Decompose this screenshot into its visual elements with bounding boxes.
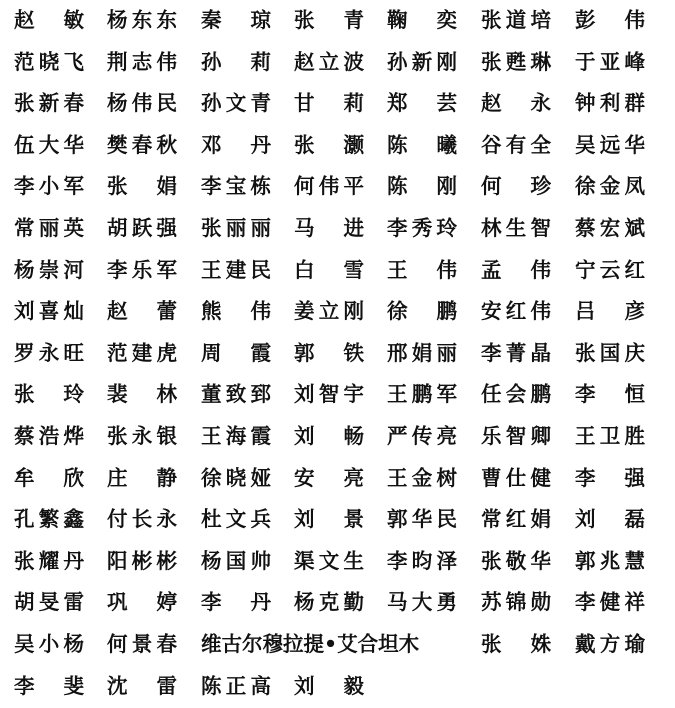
name-row bbox=[0, 86, 675, 120]
name-entry: 胡跃强 bbox=[107, 216, 177, 240]
name-row bbox=[0, 419, 675, 453]
name-entry: 刘 毅 bbox=[294, 673, 364, 698]
name-entry: 李秀玲 bbox=[387, 216, 457, 240]
name-entry: 杨伟民 bbox=[107, 91, 177, 116]
name-entry: 李宝栋 bbox=[201, 174, 271, 199]
name-entry: 陈 刚 bbox=[387, 174, 457, 199]
name-entry: 王卫胜 bbox=[575, 424, 645, 448]
name-entry: 李 丹 bbox=[201, 590, 271, 615]
name-entry: 陈正高 bbox=[201, 673, 271, 698]
name-entry: 郭 铁 bbox=[294, 340, 364, 365]
name-row bbox=[0, 211, 675, 245]
name-entry: 杨东东 bbox=[107, 8, 177, 32]
name-entry: 邢娟丽 bbox=[387, 340, 457, 365]
name-entry: 杨崇河 bbox=[14, 257, 84, 282]
name-entry: 常丽英 bbox=[14, 216, 84, 240]
name-entry: 林生智 bbox=[481, 216, 551, 240]
name-entry: 张道培 bbox=[481, 8, 551, 32]
name-entry: 彭 伟 bbox=[575, 8, 645, 32]
name-entry: 张永银 bbox=[107, 424, 177, 448]
name-entry: 刘 畅 bbox=[294, 424, 364, 448]
name-entry: 王 伟 bbox=[387, 257, 457, 282]
name-entry: 张 青 bbox=[294, 8, 364, 32]
name-entry: 谷有全 bbox=[481, 132, 551, 157]
name-entry: 李菁晶 bbox=[481, 340, 551, 365]
name-entry: 阳彬彬 bbox=[107, 548, 177, 573]
name-entry: 李健祥 bbox=[575, 590, 645, 615]
name-row bbox=[0, 585, 675, 619]
name-entry: 张甦琳 bbox=[481, 49, 551, 74]
name-entry: 刘喜灿 bbox=[14, 299, 84, 324]
name-entry: 于亚峰 bbox=[575, 49, 645, 74]
name-entry: 张新春 bbox=[14, 91, 84, 116]
name-entry: 蔡浩烨 bbox=[14, 424, 84, 448]
name-entry: 钟利群 bbox=[575, 91, 645, 116]
name-entry: 白 雪 bbox=[294, 257, 364, 282]
name-entry: 张国庆 bbox=[575, 340, 645, 365]
name-entry: 牟 欣 bbox=[14, 465, 84, 490]
name-entry: 张 灏 bbox=[294, 132, 364, 157]
name-entry: 吕 彦 bbox=[575, 299, 645, 324]
name-entry: 郑 芸 bbox=[387, 91, 457, 116]
name-entry: 任会鹏 bbox=[481, 382, 551, 407]
name-entry: 赵 敏 bbox=[14, 8, 84, 32]
name-entry: 孙新刚 bbox=[387, 49, 457, 74]
name-entry: 严传亮 bbox=[387, 424, 457, 448]
name-entry: 孔繁鑫 bbox=[14, 507, 84, 532]
name-entry: 王建民 bbox=[201, 257, 271, 282]
name-entry: 赵立波 bbox=[294, 49, 364, 74]
name-entry: 刘智宇 bbox=[294, 382, 364, 407]
name-entry: 裴 林 bbox=[107, 382, 177, 407]
name-entry: 常红娟 bbox=[481, 507, 551, 532]
name-entry: 王鹏军 bbox=[387, 382, 457, 407]
name-entry: 何景春 bbox=[107, 632, 177, 656]
name-entry: 马 进 bbox=[294, 216, 364, 240]
name-row bbox=[0, 669, 675, 703]
name-row bbox=[0, 336, 675, 370]
name-row bbox=[0, 461, 675, 495]
name-entry: 杨国帅 bbox=[201, 548, 271, 573]
name-row bbox=[0, 169, 675, 203]
name-entry: 胡旻雷 bbox=[14, 590, 84, 615]
name-entry: 陈 曦 bbox=[387, 132, 457, 157]
name-entry: 秦 琼 bbox=[201, 8, 271, 32]
name-entry: 王海霞 bbox=[201, 424, 271, 448]
name-entry: 范建虎 bbox=[107, 340, 177, 365]
name-row bbox=[0, 253, 675, 287]
name-entry: 何伟平 bbox=[294, 174, 364, 199]
name-entry: 姜立刚 bbox=[294, 299, 364, 324]
name-entry: 刘 磊 bbox=[575, 507, 645, 532]
name-row bbox=[0, 502, 675, 536]
name-entry: 李 恒 bbox=[575, 382, 645, 407]
name-entry: 张 娟 bbox=[107, 174, 177, 199]
name-entry: 樊春秋 bbox=[107, 132, 177, 157]
name-entry: 范晓飞 bbox=[14, 49, 84, 74]
name-entry: 宁云红 bbox=[575, 257, 645, 282]
name-entry: 张 玲 bbox=[14, 382, 84, 407]
name-entry: 苏锦勋 bbox=[481, 590, 551, 615]
name-entry: 张 姝 bbox=[481, 632, 551, 656]
name-entry: 郭兆慧 bbox=[575, 548, 645, 573]
name-entry: 鞠 奕 bbox=[387, 8, 457, 32]
name-entry: 张敬华 bbox=[481, 548, 551, 573]
name-entry: 刘 景 bbox=[294, 507, 364, 532]
name-entry: 维古尔穆拉提•艾合坦木 bbox=[201, 632, 420, 656]
name-row bbox=[0, 377, 675, 411]
name-entry: 董致郅 bbox=[201, 382, 271, 407]
name-entry: 孙 莉 bbox=[201, 49, 271, 74]
name-entry: 张耀丹 bbox=[14, 548, 84, 573]
name-entry: 周 霞 bbox=[201, 340, 271, 365]
name-row bbox=[0, 627, 675, 661]
name-entry: 孙文青 bbox=[201, 91, 271, 116]
name-row bbox=[0, 294, 675, 328]
name-entry: 李昀泽 bbox=[387, 548, 457, 573]
name-entry: 甘 莉 bbox=[294, 91, 364, 116]
name-entry: 罗永旺 bbox=[14, 340, 84, 365]
name-entry: 杨克勤 bbox=[294, 590, 364, 615]
name-entry: 吴远华 bbox=[575, 132, 645, 157]
name-entry: 王金树 bbox=[387, 465, 457, 490]
name-entry: 马大勇 bbox=[387, 590, 457, 615]
name-row bbox=[0, 45, 675, 79]
name-entry: 戴方瑜 bbox=[575, 632, 645, 656]
name-entry: 安 亮 bbox=[294, 465, 364, 490]
name-row bbox=[0, 3, 675, 37]
name-entry: 何 珍 bbox=[481, 174, 551, 199]
name-entry: 赵 永 bbox=[481, 91, 551, 116]
name-entry: 李 强 bbox=[575, 465, 645, 490]
name-entry: 乐智卿 bbox=[481, 424, 551, 448]
name-entry: 安红伟 bbox=[481, 299, 551, 324]
name-entry: 徐晓娅 bbox=[201, 465, 271, 490]
name-entry: 邓 丹 bbox=[201, 132, 271, 157]
name-entry: 巩 婷 bbox=[107, 590, 177, 615]
name-row bbox=[0, 128, 675, 162]
name-entry: 孟 伟 bbox=[481, 257, 551, 282]
name-entry: 付长永 bbox=[107, 507, 177, 532]
name-entry: 伍大华 bbox=[14, 132, 84, 157]
name-entry: 蔡宏斌 bbox=[575, 216, 645, 240]
name-entry: 渠文生 bbox=[294, 548, 364, 573]
name-entry: 荆志伟 bbox=[107, 49, 177, 74]
name-entry: 李 斐 bbox=[14, 673, 84, 698]
name-entry: 庄 静 bbox=[107, 465, 177, 490]
name-entry: 熊 伟 bbox=[201, 299, 271, 324]
name-entry: 张丽丽 bbox=[201, 216, 271, 240]
name-entry: 徐金凤 bbox=[575, 174, 645, 199]
name-entry: 沈 雷 bbox=[107, 673, 177, 698]
name-entry: 李小军 bbox=[14, 174, 84, 199]
name-entry: 赵 蕾 bbox=[107, 299, 177, 324]
name-entry: 杜文兵 bbox=[201, 507, 271, 532]
name-entry: 郭华民 bbox=[387, 507, 457, 532]
name-entry: 徐 鹏 bbox=[387, 299, 457, 324]
name-entry: 吴小杨 bbox=[14, 632, 84, 656]
name-entry: 曹仕健 bbox=[481, 465, 551, 490]
name-row bbox=[0, 544, 675, 578]
name-entry: 李乐军 bbox=[107, 257, 177, 282]
